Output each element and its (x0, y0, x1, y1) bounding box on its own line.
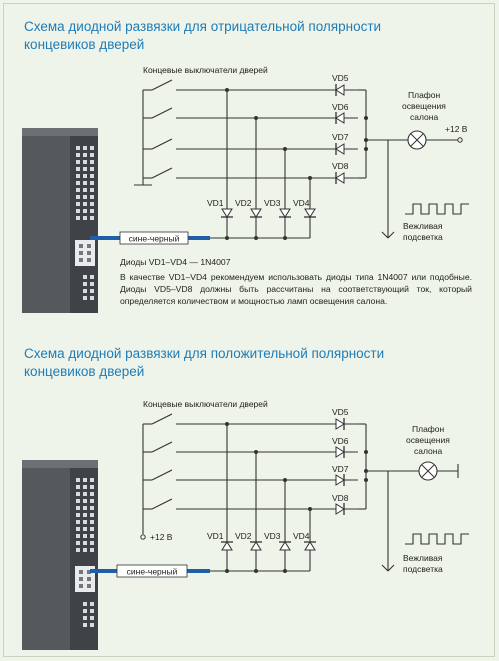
vd1-label-2: VD1 (207, 531, 224, 541)
vd1-vd4-branches (210, 90, 310, 238)
vd5-label-2: VD5 (332, 407, 349, 417)
vd6-label-2: VD6 (332, 436, 349, 446)
courtesy-pulse-icon (405, 204, 469, 214)
supply-label-2: +12 В (150, 532, 173, 542)
wire-label-2: сине-черный (126, 566, 178, 577)
switch-common-wire (134, 90, 152, 185)
supply-terminal (458, 138, 462, 142)
section1-title-line1: Схема диодной развязки для отрицательной полярности (24, 19, 382, 34)
vd8-label-2: VD8 (332, 493, 349, 503)
lamp-label-3-2: салона (414, 446, 443, 456)
vd2-label-2: VD2 (235, 531, 252, 541)
switches-label: Концевые выключатели дверей (143, 65, 268, 75)
door-switches (143, 80, 358, 178)
vd3-label: VD3 (264, 198, 281, 208)
vd2-label: VD2 (235, 198, 252, 208)
courtesy-label-1-2: Вежливая (403, 553, 443, 563)
lamp-bus-wire-2 (358, 424, 458, 571)
vd4-label-2: VD4 (293, 531, 310, 541)
vd8-label: VD8 (332, 161, 349, 171)
switches-label-2: Концевые выключатели дверей (143, 399, 268, 409)
lamp-icon (408, 131, 426, 149)
courtesy-label-2: подсветка (403, 232, 443, 242)
section1-title-line2: концевиков дверей (24, 37, 145, 52)
lamp-label-1: Плафон (408, 90, 441, 100)
section2-title-line2: концевиков дверей (24, 364, 145, 379)
lamp-supply-label: +12 В (445, 124, 468, 134)
vd1-label: VD1 (207, 198, 224, 208)
diodes-spec: Диоды VD1–VD4 — 1N4007 (120, 257, 231, 267)
vd3-label-2: VD3 (264, 531, 281, 541)
courtesy-label-1: Вежливая (403, 221, 443, 231)
vd7-label: VD7 (332, 132, 349, 142)
lamp-icon-2 (419, 462, 437, 480)
vd7-label-2: VD7 (332, 464, 349, 474)
section2-diagram (0, 330, 499, 655)
courtesy-label-2-2: подсветка (403, 564, 443, 574)
section2-title-line1: Схема диодной развязки для положительной полярности (24, 346, 385, 361)
supply-terminal-2 (141, 535, 145, 539)
vd4-label: VD4 (293, 198, 310, 208)
door-switches-2 (143, 414, 358, 509)
lamp-bus-wire (358, 90, 458, 238)
wire-label: сине-черный (128, 233, 180, 244)
lamp-label-2: освещения (402, 101, 446, 111)
courtesy-pulse-icon-2 (405, 534, 469, 544)
vd6-label: VD6 (332, 102, 349, 112)
diodes-vd1-vd4-2 (221, 542, 316, 550)
lamp-label-3: салона (410, 112, 439, 122)
vd5-label: VD5 (332, 73, 349, 83)
alarm-unit (22, 128, 98, 313)
diodes-note: В качестве VD1–VD4 рекомендуем использовать диоды типа 1N4007 или подобные. Диоды VD5–VD8 должны быть рассчитаны на соответствующий ток, который определяется количеством и мощностью ламп освещения салона. (120, 272, 472, 306)
diodes-vd1-vd4 (221, 209, 316, 217)
lamp-label-1-2: Плафон (412, 424, 445, 434)
lamp-label-2-2: освещения (406, 435, 450, 445)
alarm-unit-2 (22, 460, 98, 650)
